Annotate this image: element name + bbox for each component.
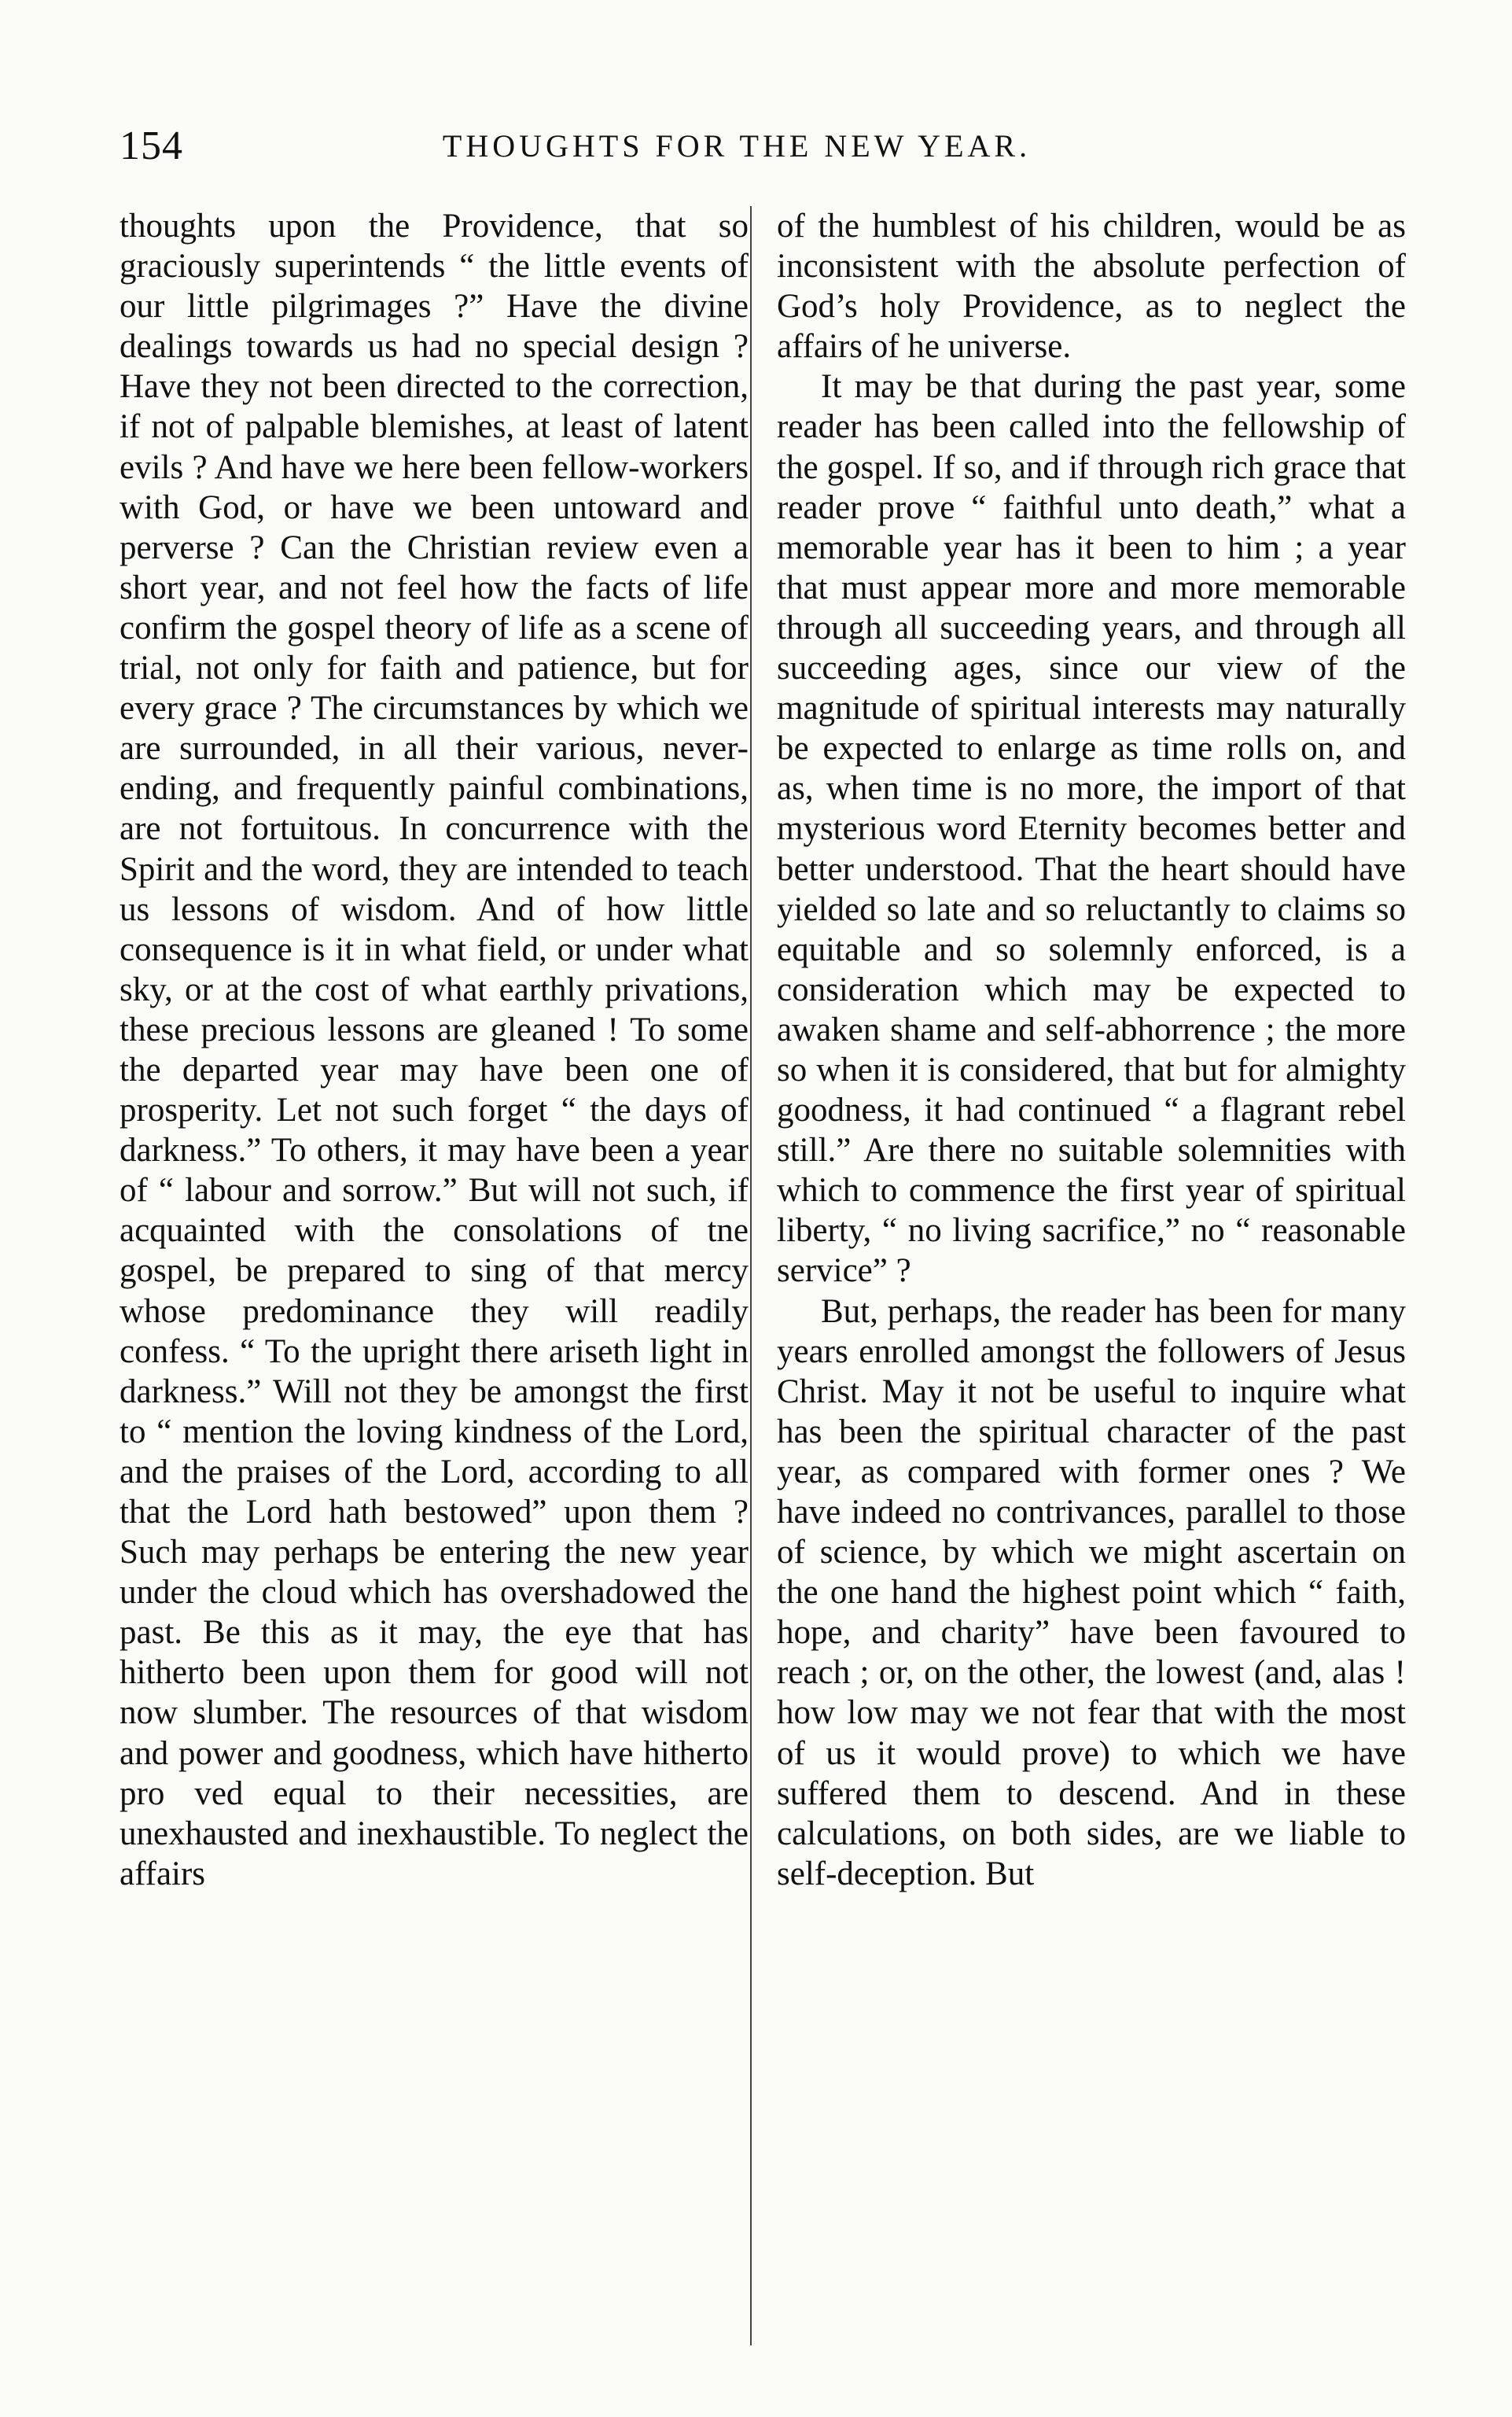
left-column — [120, 206, 749, 2353]
running-head: THOUGHTS FOR THE NEW YEAR. — [442, 128, 1032, 164]
right-paragraph-3: But, perhaps, the reader has been for many years enrolled amongst the followers of Jesus Christ. May it not be useful to inquire what has been the spiritual character of the past year, as compared with former ones ? We have indeed no contrivances, parallel to those of science, by which we might ascertain on the one hand the highest point which “ faith, hope, and charity” have been favoured to reach ; or, on the other, the lowest (and, alas ! how low may we not fear that with the most of us it would prove) to which we have suffered them to descend. And in these calculations, on both sides, are we liable to self-deception. But — [777, 1292, 1406, 1892]
right-paragraph-2: It may be that during the past year, some reader has been called into the fellowship of the gospel. If so, and if through rich grace that reader prove “ faithful unto death,” what a memorable year has it been to him ; a year that must appear more and more memorable through all succeeding years, and through all succeeding ages, since our view of the magnitude of spiritual interests may naturally be expected to enlarge as time rolls on, and as, when time is no more, the import of that mysterious word Eternity becomes better and better understood. That the heart should have yielded so late and so reluctantly to claims so equitable and so solemnly enforced, is a consideration which may be expected to awaken shame and self-abhorrence ; the more so when it is considered, that but for almighty goodness, it had continued “ a flagrant rebel still.” Are there no suitable solemnities with which to commence the first year of spiritual liberty, “ no living sacrifice,” no “ reasonable service” ? — [777, 368, 1406, 1290]
page-number: 154 — [120, 123, 183, 168]
left-paragraph-1: thoughts upon the Providence, that so graciously superintends “ the little events of our little pilgrimages ?” Have the divine dealings towards us had no special design ? Have they not been directed to the correction, if not of palpable blemishes, at least of latent evils ? And have we here been fellow-workers with God, or have we been untoward and perverse ? Can the Christian review even a short year, and not feel how the facts of life confirm the gospel theory of life as a scene of trial, not only for faith and patience, but for every grace ? The circumstances by which we are surrounded, in all their various, never-ending, and frequently painful combinations, are not fortuitous. In concurrence with the Spirit and the word, they are intended to teach us lessons of wisdom. And of how little consequence is it in what field, or under what sky, or at the cost of what earthly privations, these precious lessons are gleaned ! To some the departed year may have been one of prosperity. Let not such forget “ the days of darkness.” To others, it may have been a year of “ labour and sorrow.” But will not such, if acquainted with the consolations of tne gospel, be prepared to sing of that mercy whose predominance they will readily confess. “ To the upright there ariseth light in darkness.” Will not they be amongst the first to “ mention the loving kindness of the Lord, and the praises of the Lord, according to all that the Lord hath bestowed” upon them ? Such may perhaps be entering the new year under the cloud which has overshadowed the past. Be this as it may, the eye that has hitherto been upon them for good will not now slumber. The resources of that wisdom and power and goodness, which have hitherto pro ved equal to their necessities, are unexhausted and inexhaustible. To neglect the affairs — [120, 208, 749, 1892]
page-header — [120, 123, 1354, 173]
right-paragraph-1: of the humblest of his children, would be as inconsistent with the absolute perfection of God’s holy Providence, as to neglect the affairs of he universe. — [777, 208, 1406, 366]
column-divider — [750, 206, 752, 2345]
right-column — [777, 206, 1406, 2353]
